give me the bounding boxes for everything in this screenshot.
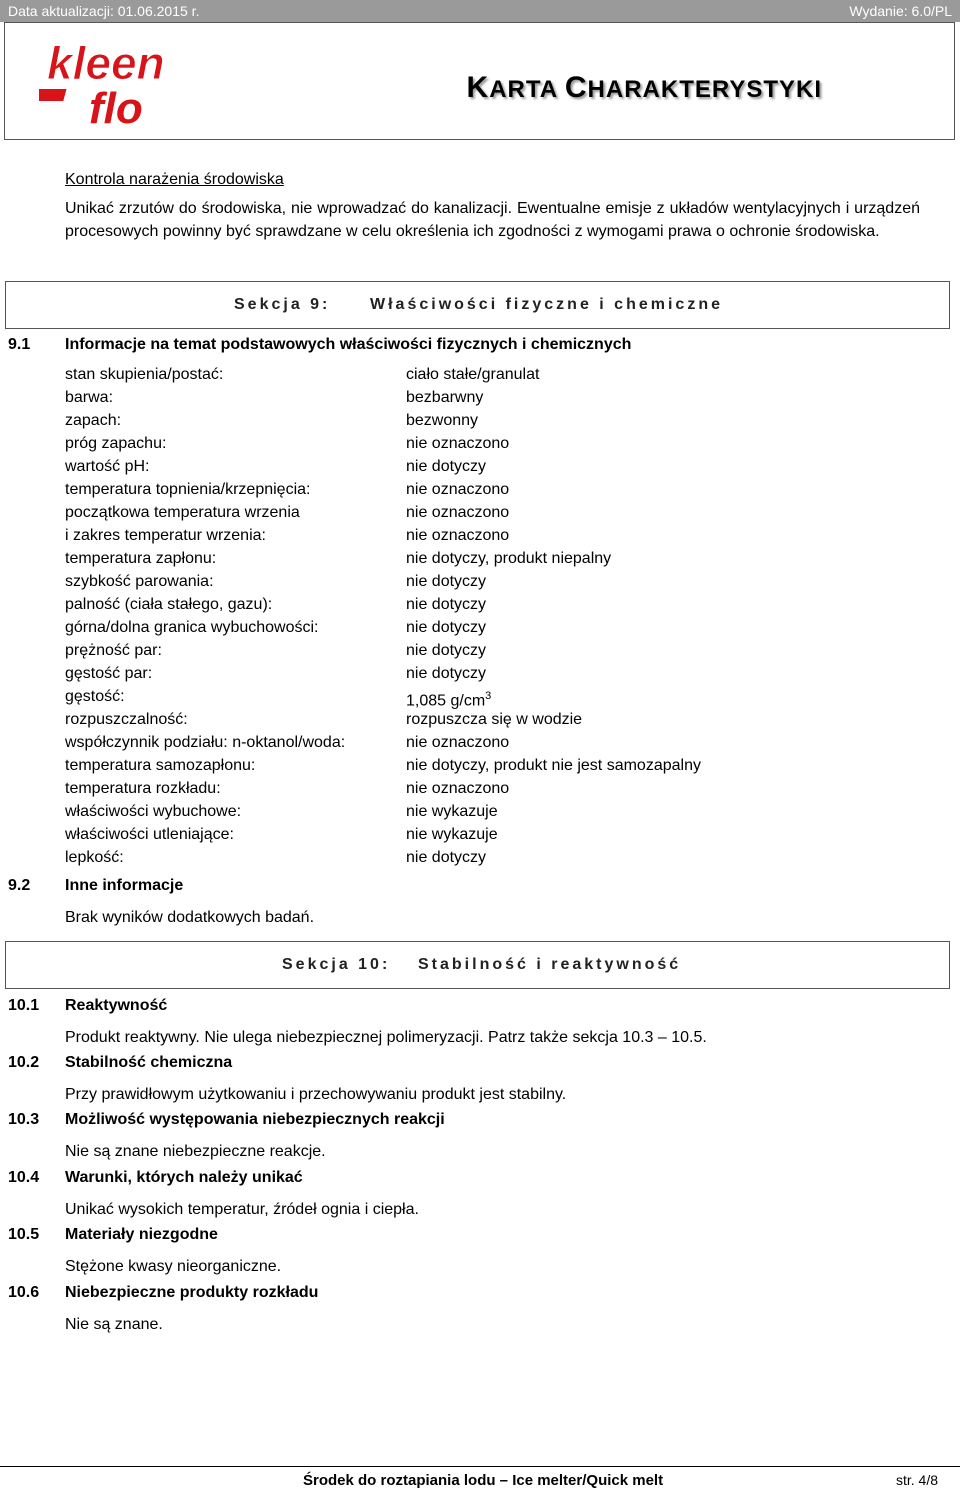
property-name: gęstość: [65,688,125,705]
property-value: nie dotyczy, produkt nie jest samozapalny [406,757,701,774]
section-10-label: Sekcja 10: [282,956,391,973]
sub-10-title: Reaktywność [65,997,168,1014]
page-number: str. 4/8 [895,1472,938,1488]
property-name: właściwości wybuchowe: [65,803,242,820]
section-9-box [5,281,950,329]
property-value: nie dotyczy [406,665,487,682]
property-value: nie dotyczy [406,596,487,613]
property-value: nie oznaczono [406,481,510,498]
sub-9-1-title: Informacje na temat podstawowych właściwości fizycznych i chemicznych [65,336,632,353]
property-value: nie oznaczono [406,435,510,452]
sub-9-2-text: Brak wyników dodatkowych badań. [65,909,315,926]
section-10-title: Stabilność i reaktywność [418,956,682,973]
sub-10-text: Unikać wysokich temperatur, źródeł ognia i ciepła. [65,1201,419,1218]
property-name: gęstość par: [65,665,153,682]
sub-10-text: Produkt reaktywny. Nie ulega niebezpiecznej polimeryzacji. Patrz także sekcja 10.3 – 10.5. [65,1029,707,1046]
property-name: prężność par: [65,642,162,659]
sub-10-text: Nie są znane. [65,1316,163,1333]
property-name: współczynnik podziału: n-oktanol/woda: [65,734,346,751]
property-name: temperatura samozapłonu: [65,757,256,774]
property-value: nie wykazuje [406,826,498,843]
property-name: stan skupienia/postać: [65,366,224,383]
property-value: nie dotyczy [406,619,487,636]
property-name: rozpuszczalność: [65,711,188,728]
property-names [65,363,345,869]
property-name: temperatura zapłonu: [65,550,217,567]
sub-9-1-number: 9.1 [8,336,31,353]
property-name: wartość pH: [65,458,150,475]
property-name: temperatura rozkładu: [65,780,221,797]
property-value: bezbarwny [406,389,484,406]
top-bar [0,0,960,22]
property-name: palność (ciała stałego, gazu): [65,596,273,613]
section-9-label: Sekcja 9: [234,296,331,313]
property-value: nie dotyczy [406,458,487,475]
property-value: rozpuszcza się w wodzie [406,711,583,728]
property-value: nie oznaczono [406,734,510,751]
property-name: próg zapachu: [65,435,167,452]
property-value: nie dotyczy [406,573,487,590]
sub-10-number: 10.6 [8,1284,40,1301]
sub-10-number: 10.5 [8,1226,40,1243]
property-value: nie oznaczono [406,504,510,521]
sub-9-2-title: Inne informacje [65,877,184,894]
property-value: nie wykazuje [406,803,498,820]
property-values [406,363,701,869]
sub-10-title: Warunki, których należy unikać [65,1169,303,1186]
logo-text-top: kleen [47,37,165,89]
property-value: nie dotyczy, produkt niepalny [406,550,612,567]
property-value: bezwonny [406,412,479,429]
sub-10-text: Przy prawidłowym użytkowaniu i przechowywaniu produkt jest stabilny. [65,1086,567,1103]
sub-10-title: Stabilność chemiczna [65,1054,233,1071]
env-text: Unikać zrzutów do środowiska, nie wprowadzać do kanalizacji. Ewentualne emisje z układów wentylacyjnych i urządzeń procesowych powinny być sprawdzane w celu określenia ich zgodności z wymogami prawa o ochronie środowiska. [65,200,920,240]
sub-10-text: Stężone kwasy nieorganiczne. [65,1258,282,1275]
logo-text-bottom: flo [89,84,143,129]
sub-10-text: Nie są znane niebezpieczne reakcje. [65,1143,326,1160]
sub-10-number: 10.4 [8,1169,40,1186]
sub-10-title: Możliwość występowania niebezpiecznych reakcji [65,1111,445,1128]
sub-9-2-number: 9.2 [8,877,31,894]
section-9-title: Właściwości fizyczne i chemiczne [370,296,723,313]
sub-10-title: Niebezpieczne produkty rozkładu [65,1284,319,1301]
footer-divider [0,1466,960,1467]
header-box [4,22,955,140]
property-name: górna/dolna granica wybuchowości: [65,619,319,636]
property-name: temperatura topnienia/krzepnięcia: [65,481,311,498]
property-value: nie oznaczono [406,780,510,797]
property-name: szybkość parowania: [65,573,214,590]
sub-10-number: 10.2 [8,1054,40,1071]
property-value: 1,085 $g/cm^3$ [406,690,492,710]
property-value: nie dotyczy [406,642,487,659]
property-name: zapach: [65,412,122,429]
property-value: ciało stałe/granulat [406,366,540,383]
footer-product: Środek do roztapiania lodu – Ice melter/Quick melt [303,1472,664,1489]
property-value: nie oznaczono [406,527,510,544]
property-name: i zakres temperatur wrzenia: [65,527,266,544]
unit-superscript: 3 [485,690,492,702]
property-name: lepkość: [65,849,124,866]
property-name: właściwości utleniające: [65,826,234,843]
section-10-box [5,941,950,989]
property-value: nie dotyczy [406,849,487,866]
env-heading: Kontrola narażenia środowiska [65,171,284,188]
sub-10-number: 10.3 [8,1111,40,1128]
update-date: Data aktualizacji: 01.06.2015 r. [8,3,200,19]
property-name: barwa: [65,389,114,406]
document-title: KARTA CHARAKTERYSTYKI [466,71,822,104]
property-name: początkowa temperatura wrzenia [65,504,300,521]
sub-10-number: 10.1 [8,997,40,1014]
sub-10-title: Materiały niezgodne [65,1226,218,1243]
kleen-flo-logo [39,35,219,129]
edition: Wydanie: 6.0/PL [849,3,952,19]
